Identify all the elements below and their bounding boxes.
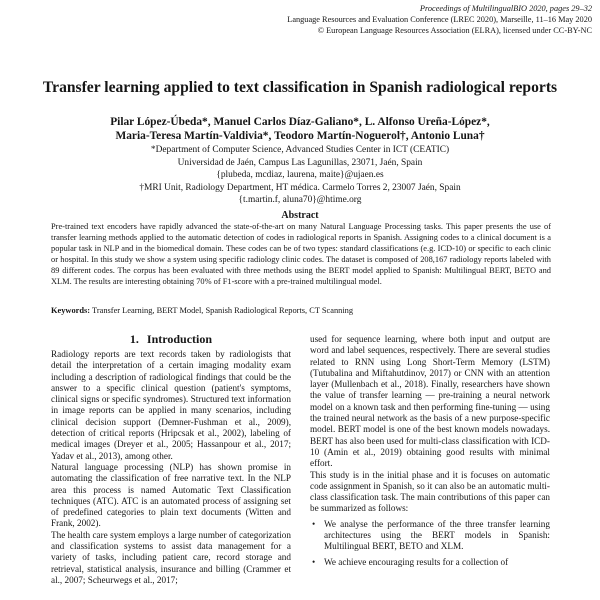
affiliation-line-5: {t.martin.f, aluna70}@htime.org	[238, 195, 362, 205]
bullet-text: We achieve encouraging results for a collection of	[324, 556, 509, 567]
right-column	[310, 334, 550, 568]
paragraph: The health care system employs a large number of categorization and classification systems to assist data management for a variety of tasks, including patient care, record storage and retrieval, statistical analysis, insurance and billing (Crammer et al., 2007; Scheurwegs et al., 2017;	[51, 529, 291, 585]
copyright-line: © European Language Resources Association (ELRA), licensed under CC-BY-NC	[317, 26, 592, 35]
keywords	[51, 306, 571, 315]
bullet-item	[310, 519, 550, 553]
author-line-2: Maria-Teresa Martín-Valdivia*, Teodoro Martín-Noguerol†, Antonio Luna†	[115, 130, 485, 142]
section-title: Introduction	[146, 332, 213, 346]
section-heading	[51, 332, 291, 347]
paper-title: Transfer learning applied to text classification in Spanish radiological reports	[42, 79, 558, 96]
left-column	[51, 349, 291, 586]
keywords-label: Keywords:	[51, 306, 91, 315]
paragraph: Natural language processing (NLP) has shown promise in automating the classification of free narrative text. In the NLP area this process is named Automatic Text Classification techniques (ATC). ATC is an automated process of assigning set of predefined categories to plain text documents (Witten and Frank, 2002).	[51, 461, 291, 529]
paragraph: used for sequence learning, where both input and output are word and label sequences, respectively. There are several studies related to RNN using Long Short-Term Memory (LSTM) (Tutubalina and Miftahutdinov, 2017) or CNN with an attention layer (Mullenbach et al., 2018). Finally, researchers have shown the value of transfer learning — pre-training a neural network model on a known task and then performing fine-tuning — using the trained neural network as the basis of a new purpose-specific model. BERT model is one of the best known models nowadays. BERT has also been used for multi-class classification with ICD-10 (Amin et al., 2019) obtaining good results with minimal effort.	[310, 334, 550, 469]
section-number: 1.	[129, 332, 139, 346]
abstract-text: Pre-trained text encoders have rapidly advanced the state-of-the-art on many Natural Language Processing tasks. This paper presents the use of transfer learning methods applied to the automatic detection of codes in radiological reports in Spanish. Assigning codes to a clinical document is a popular task in NLP and in the biomedical domain. These codes can be of two types: standard classifications (e.g. ICD-10) or specific to each clinic or hospital. In this study we show a system using specific radiology clinic codes. The dataset is composed of 208,167 radiology reports labeled with 89 different codes. The corpus has been evaluated with three methods using the BERT model applied to Spanish: Multilingual BERT, BETO and XLM. The results are interesting obtaining 70% of F1-score with a pre-trained multilingual model.	[51, 222, 551, 286]
bullet-icon: •	[312, 518, 316, 529]
paragraph: This study is in the initial phase and it is focuses on automatic code assignment in Spanish, so it can also be an automatic multi-class classification task. The main contributions of this paper can be summarized as follows:	[310, 469, 550, 514]
bullet-icon: •	[312, 556, 316, 567]
affiliation-line-1: *Department of Computer Science, Advanced Studies Center in ICT (CEATIC)	[150, 145, 450, 155]
affiliation-line-4: †MRI Unit, Radiology Department, HT médica. Carmelo Torres 2, 23007 Jaén, Spain	[139, 183, 461, 193]
keywords-text: Transfer Learning, BERT Model, Spanish Radiological Reports, CT Scanning	[90, 306, 354, 315]
bullet-item	[310, 557, 550, 568]
abstract-heading: Abstract	[281, 210, 319, 221]
paragraph: Radiology reports are text records taken by radiologists that detail the interpretation of a certain imaging modality exam including a description of radiological findings that could be the answer to a specific clinical question (patient's symptoms, clinical signs or specific syndromes). Structured text information in image reports can be applied in many scenarios, including clinical decision support (Demner-Fushman et al., 2009), detection of critical reports (Hripcsak et al., 2002), labeling of medical images (Dreyer et al., 2005; Hassanpour et al., 2017; Yadav et al., 2013), among other.	[51, 349, 291, 461]
affiliation-line-3: {plubeda, mcdiaz, laurena, maite}@ujaen.es	[216, 170, 384, 180]
affiliation-line-2: Universidad de Jaén, Campus Las Lagunillas, 23071, Jaén, Spain	[177, 158, 423, 168]
proceedings-line: Proceedings of MultilingualBIO 2020, pages 29–32	[419, 4, 592, 13]
conference-line: Language Resources and Evaluation Conference (LREC 2020), Marseille, 11–16 May 2020	[287, 15, 592, 24]
author-line-1: Pilar López-Úbeda*, Manuel Carlos Díaz-Galiano*, L. Alfonso Ureña-López*,	[110, 116, 490, 128]
bullet-text: We analyse the performance of the three transfer learning architectures using the BERT models in Spanish: Multilingual BERT, BETO and XLM.	[324, 518, 550, 552]
